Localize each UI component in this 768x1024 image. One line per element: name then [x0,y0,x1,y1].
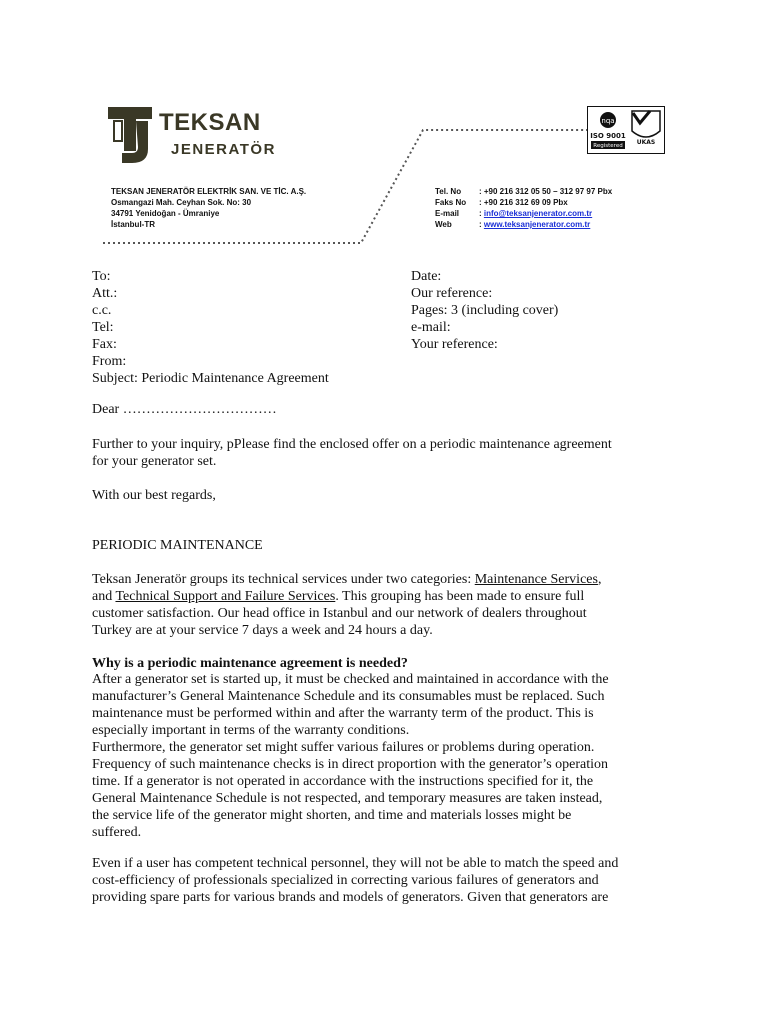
text-line: After a generator set is started up, it must be checked and maintained in accordance with the [92,672,609,687]
website-link[interactable]: www.teksanjenerator.com.tr [483,220,591,229]
section-title: PERIODIC MAINTENANCE [92,538,263,553]
logo-name: TEKSAN [159,109,261,136]
text-line: General Maintenance Schedule is not respected, and temporary measures are taken instead, [92,791,603,806]
text-line: especially important in terms of the warranty conditions. [92,723,410,738]
contact-sep: : [479,209,484,218]
field-pages: Pages: 3 (including cover) [411,303,559,318]
certification-box [587,106,665,154]
company-line: TEKSAN JENERATÖR ELEKTRİK SAN. VE TİC. A.Ş. [111,187,307,196]
field-email: e-mail: [411,320,451,335]
greeting: Dear …………………………… [92,402,277,417]
text-line: for your generator set. [92,454,217,469]
field-fax: Fax: [92,337,117,352]
text-line: Turkey are at your service 7 days a week and 24 hours a day. [92,623,433,638]
field-cc: c.c. [92,303,112,318]
letterhead [93,85,676,250]
company-address [111,186,306,230]
maintenance-paragraph [92,671,692,841]
text-line: the service life of the generator might shorten, and time and materials losses might be [92,808,572,823]
text-line: maintenance must be performed within and after the warranty term of the product. This is [92,706,594,721]
text-line: providing spare parts for various brands and models of generators. Given that generators are [92,890,609,905]
regards: With our best regards, [92,488,216,503]
contact-key: Tel. No [435,187,462,196]
recipient-fields [92,268,329,387]
contact-key: Web [435,220,452,229]
company-line: Osmangazi Mah. Ceyhan Sok. No: 30 [111,198,252,207]
contact-fax [435,197,612,208]
text-line: time. If a generator is not operated in accordance with the instructions specified for it, the [92,774,594,789]
registered-text: Registered [593,143,623,149]
text-line: Furthermore, the generator set might suffer various failures or problems during operation. [92,740,595,755]
field-your-reference: Your reference: [411,337,498,352]
text-line: Even if a user has competent technical personnel, they will not be able to match the speed and [92,856,619,871]
text-line [92,571,692,588]
certification-badges-icon [588,107,664,153]
maintenance-services-link[interactable]: Maintenance Services [474,572,598,587]
contact-tel [435,186,612,197]
text-line: manufacturer’s General Maintenance Schedule and its consumables must be replaced. Such [92,689,605,704]
text-span: and [92,589,116,604]
field-att: Att.: [92,286,118,301]
text-line: Further to your inquiry, pPlease find the enclosed offer on a periodic maintenance agreement [92,437,612,452]
closing-paragraph [92,855,692,906]
text-span: Teksan Jeneratör groups its technical services under two categories: [92,572,475,587]
text-line: Frequency of such maintenance checks is in direct proportion with the generator’s operation [92,757,609,772]
company-line: 34791 Yenidoğan - Ümraniye [111,209,220,218]
field-to: To: [92,269,111,284]
field-from: From: [92,354,127,369]
technical-support-link[interactable]: Technical Support and Failure Services [115,589,336,604]
text-line: suffered. [92,825,142,840]
iso-text: ISO 9001 [590,132,626,140]
field-our-reference: Our reference: [411,286,493,301]
nqa-text: nqa [601,117,615,125]
field-date: Date: [411,269,442,284]
contact-info [435,186,612,230]
text-line [92,588,692,605]
text-line: customer satisfaction. Our head office in Istanbul and our network of dealers throughout [92,606,587,621]
contact-value: : +90 216 312 69 09 Pbx [479,198,568,207]
text-span: , [597,572,602,587]
services-paragraph [92,571,692,639]
company-line: İstanbul-TR [111,220,155,229]
contact-key: Faks No [435,198,467,207]
email-link[interactable]: info@teksanjenerator.com.tr [483,209,593,218]
text-span: . This grouping has been made to ensure full [335,589,585,604]
contact-value: : +90 216 312 05 50 – 312 97 97 Pbx [479,187,613,196]
logo-subtitle: JENERATÖR [171,141,276,158]
text-line: cost-efficiency of professionals specialized in correcting various failures of generators and [92,873,599,888]
teksan-logo-icon [108,107,152,163]
section-heading: Why is a periodic maintenance agreement is needed? [92,656,408,671]
contact-web [435,219,612,230]
intro-paragraph [92,436,692,470]
contact-email [435,208,612,219]
reference-fields [411,268,558,353]
field-subject: Subject: Periodic Maintenance Agreement [92,371,329,386]
contact-key: E-mail [435,209,460,218]
ukas-text: UKAS [636,139,656,146]
contact-sep: : [479,220,484,229]
field-tel: Tel: [92,320,114,335]
